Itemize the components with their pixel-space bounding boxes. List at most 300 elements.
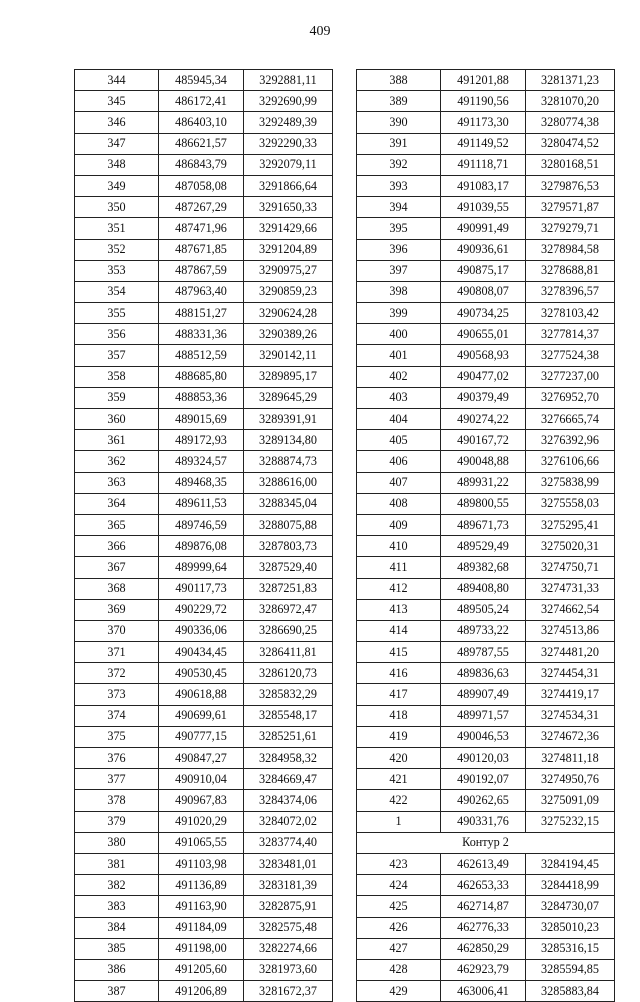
point-number-cell: 394 [357,197,441,218]
point-number-cell: 387 [75,981,159,1002]
x-coordinate-cell: 490734,25 [441,303,526,324]
table-row [75,303,333,324]
point-number-cell: 347 [75,133,159,154]
point-number-cell: 371 [75,642,159,663]
point-number-cell: 399 [357,303,441,324]
point-number-cell: 414 [357,620,441,641]
point-number-cell: 346 [75,112,159,133]
y-coordinate-cell: 3276106,66 [526,451,615,472]
x-coordinate-cell: 490274,22 [441,409,526,430]
right-coordinates-table [356,69,615,1002]
table-row [357,430,615,451]
point-number-cell: 398 [357,281,441,302]
x-coordinate-cell: 490699,61 [159,705,244,726]
y-coordinate-cell: 3275091,09 [526,790,615,811]
y-coordinate-cell: 3285316,15 [526,938,615,959]
table-row [357,557,615,578]
x-coordinate-cell: 491149,52 [441,133,526,154]
point-number-cell: 406 [357,451,441,472]
table-row [75,790,333,811]
x-coordinate-cell: 486843,79 [159,154,244,175]
table-row [357,705,615,726]
x-coordinate-cell: 487867,59 [159,260,244,281]
table-row [75,281,333,302]
x-coordinate-cell: 491118,71 [441,154,526,175]
x-coordinate-cell: 490167,72 [441,430,526,451]
y-coordinate-cell: 3288345,04 [244,493,333,514]
y-coordinate-cell: 3285883,84 [526,981,615,1002]
y-coordinate-cell: 3276952,70 [526,387,615,408]
x-coordinate-cell: 489836,63 [441,663,526,684]
table-row [75,451,333,472]
table-row [357,345,615,366]
table-row [75,472,333,493]
point-number-cell: 421 [357,769,441,790]
table-row [75,536,333,557]
x-coordinate-cell: 490331,76 [441,811,526,832]
x-coordinate-cell: 490477,02 [441,366,526,387]
table-row [357,875,615,896]
table-row [357,748,615,769]
x-coordinate-cell: 491190,56 [441,91,526,112]
table-row [75,853,333,874]
x-coordinate-cell: 462776,33 [441,917,526,938]
y-coordinate-cell: 3275295,41 [526,514,615,535]
x-coordinate-cell: 490192,07 [441,769,526,790]
table-row [75,981,333,1002]
x-coordinate-cell: 490936,61 [441,239,526,260]
table-row [357,769,615,790]
table-row [357,175,615,196]
point-number-cell: 385 [75,938,159,959]
table-row [75,239,333,260]
point-number-cell: 417 [357,684,441,705]
y-coordinate-cell: 3288075,88 [244,514,333,535]
point-number-cell: 419 [357,726,441,747]
point-number-cell: 393 [357,175,441,196]
x-coordinate-cell: 487267,29 [159,197,244,218]
y-coordinate-cell: 3287251,83 [244,578,333,599]
y-coordinate-cell: 3289391,91 [244,409,333,430]
point-number-cell: 420 [357,748,441,769]
y-coordinate-cell: 3283181,39 [244,875,333,896]
table-row [75,663,333,684]
table-row [357,938,615,959]
y-coordinate-cell: 3285594,85 [526,959,615,980]
x-coordinate-cell: 489468,35 [159,472,244,493]
x-coordinate-cell: 488853,36 [159,387,244,408]
x-coordinate-cell: 487671,85 [159,239,244,260]
point-number-cell: 423 [357,853,441,874]
point-number-cell: 413 [357,599,441,620]
table-row [75,578,333,599]
left-coordinates-table [74,69,333,1002]
y-coordinate-cell: 3282274,66 [244,938,333,959]
x-coordinate-cell: 489971,57 [441,705,526,726]
y-coordinate-cell: 3284072,02 [244,811,333,832]
x-coordinate-cell: 489746,59 [159,514,244,535]
y-coordinate-cell: 3291429,66 [244,218,333,239]
table-row [357,578,615,599]
y-coordinate-cell: 3278688,81 [526,260,615,281]
y-coordinate-cell: 3281371,23 [526,70,615,91]
x-coordinate-cell: 490568,93 [441,345,526,366]
point-number-cell: 356 [75,324,159,345]
x-coordinate-cell: 489382,68 [441,557,526,578]
y-coordinate-cell: 3284958,32 [244,748,333,769]
point-number-cell: 348 [75,154,159,175]
y-coordinate-cell: 3274950,76 [526,769,615,790]
table-row [75,959,333,980]
point-number-cell: 400 [357,324,441,345]
y-coordinate-cell: 3278103,42 [526,303,615,324]
table-row [357,218,615,239]
y-coordinate-cell: 3283481,01 [244,853,333,874]
point-number-cell: 401 [357,345,441,366]
table-row [75,938,333,959]
y-coordinate-cell: 3277237,00 [526,366,615,387]
point-number-cell: 389 [357,91,441,112]
point-number-cell: 373 [75,684,159,705]
y-coordinate-cell: 3284669,47 [244,769,333,790]
point-number-cell: 424 [357,875,441,896]
x-coordinate-cell: 489931,22 [441,472,526,493]
point-number-cell: 377 [75,769,159,790]
x-coordinate-cell: 486403,10 [159,112,244,133]
table-row [75,345,333,366]
table-row [357,620,615,641]
point-number-cell: 379 [75,811,159,832]
x-coordinate-cell: 488151,27 [159,303,244,324]
contour-header-row [357,832,615,853]
y-coordinate-cell: 3275020,31 [526,536,615,557]
table-row [357,917,615,938]
point-number-cell: 392 [357,154,441,175]
table-row [357,493,615,514]
x-coordinate-cell: 490262,65 [441,790,526,811]
x-coordinate-cell: 487963,40 [159,281,244,302]
y-coordinate-cell: 3289134,80 [244,430,333,451]
point-number-cell: 411 [357,557,441,578]
table-row [75,514,333,535]
point-number-cell: 426 [357,917,441,938]
x-coordinate-cell: 490967,83 [159,790,244,811]
table-row [357,451,615,472]
point-number-cell: 344 [75,70,159,91]
point-number-cell: 378 [75,790,159,811]
table-row [357,472,615,493]
y-coordinate-cell: 3284194,45 [526,853,615,874]
point-number-cell: 374 [75,705,159,726]
x-coordinate-cell: 491103,98 [159,853,244,874]
y-coordinate-cell: 3275838,99 [526,472,615,493]
y-coordinate-cell: 3274672,36 [526,726,615,747]
x-coordinate-cell: 489787,55 [441,642,526,663]
point-number-cell: 407 [357,472,441,493]
y-coordinate-cell: 3286972,47 [244,599,333,620]
point-number-cell: 384 [75,917,159,938]
y-coordinate-cell: 3290975,27 [244,260,333,281]
point-number-cell: 364 [75,493,159,514]
x-coordinate-cell: 491163,90 [159,896,244,917]
point-number-cell: 395 [357,218,441,239]
y-coordinate-cell: 3282875,91 [244,896,333,917]
x-coordinate-cell: 490875,17 [441,260,526,281]
point-number-cell: 365 [75,514,159,535]
table-row [357,663,615,684]
point-number-cell: 416 [357,663,441,684]
x-coordinate-cell: 490808,07 [441,281,526,302]
y-coordinate-cell: 3280168,51 [526,154,615,175]
point-number-cell: 1 [357,811,441,832]
point-number-cell: 429 [357,981,441,1002]
y-coordinate-cell: 3288874,73 [244,451,333,472]
table-row [357,811,615,832]
table-row [357,324,615,345]
y-coordinate-cell: 3285832,29 [244,684,333,705]
y-coordinate-cell: 3278396,57 [526,281,615,302]
point-number-cell: 403 [357,387,441,408]
table-row [75,260,333,281]
y-coordinate-cell: 3285010,23 [526,917,615,938]
point-number-cell: 368 [75,578,159,599]
table-row [75,112,333,133]
x-coordinate-cell: 489611,53 [159,493,244,514]
table-row [357,790,615,811]
y-coordinate-cell: 3289895,17 [244,366,333,387]
point-number-cell: 359 [75,387,159,408]
table-row [357,409,615,430]
x-coordinate-cell: 489529,49 [441,536,526,557]
x-coordinate-cell: 490379,49 [441,387,526,408]
x-coordinate-cell: 489172,93 [159,430,244,451]
table-row [357,70,615,91]
x-coordinate-cell: 489800,55 [441,493,526,514]
table-row [357,303,615,324]
point-number-cell: 388 [357,70,441,91]
y-coordinate-cell: 3290624,28 [244,303,333,324]
table-row [75,366,333,387]
point-number-cell: 422 [357,790,441,811]
point-number-cell: 370 [75,620,159,641]
contour-title: Контур 2 [357,832,615,853]
x-coordinate-cell: 488331,36 [159,324,244,345]
point-number-cell: 362 [75,451,159,472]
x-coordinate-cell: 491020,29 [159,811,244,832]
table-row [75,70,333,91]
x-coordinate-cell: 490910,04 [159,769,244,790]
y-coordinate-cell: 3277524,38 [526,345,615,366]
point-number-cell: 366 [75,536,159,557]
x-coordinate-cell: 490120,03 [441,748,526,769]
point-number-cell: 427 [357,938,441,959]
x-coordinate-cell: 490618,88 [159,684,244,705]
x-coordinate-cell: 490336,06 [159,620,244,641]
table-row [357,366,615,387]
y-coordinate-cell: 3281070,20 [526,91,615,112]
table-row [357,599,615,620]
x-coordinate-cell: 490434,45 [159,642,244,663]
table-row [75,896,333,917]
x-coordinate-cell: 490229,72 [159,599,244,620]
table-row [75,197,333,218]
point-number-cell: 409 [357,514,441,535]
table-row [357,684,615,705]
x-coordinate-cell: 490048,88 [441,451,526,472]
x-coordinate-cell: 491039,55 [441,197,526,218]
y-coordinate-cell: 3285548,17 [244,705,333,726]
x-coordinate-cell: 489408,80 [441,578,526,599]
x-coordinate-cell: 491173,30 [441,112,526,133]
x-coordinate-cell: 490991,49 [441,218,526,239]
x-coordinate-cell: 491136,89 [159,875,244,896]
point-number-cell: 357 [75,345,159,366]
x-coordinate-cell: 462653,33 [441,875,526,896]
x-coordinate-cell: 491205,60 [159,959,244,980]
y-coordinate-cell: 3292881,11 [244,70,333,91]
table-row [357,91,615,112]
y-coordinate-cell: 3290389,26 [244,324,333,345]
x-coordinate-cell: 486172,41 [159,91,244,112]
y-coordinate-cell: 3285251,61 [244,726,333,747]
point-number-cell: 383 [75,896,159,917]
x-coordinate-cell: 462850,29 [441,938,526,959]
table-row [75,218,333,239]
table-row [357,281,615,302]
table-row [357,959,615,980]
table-row [357,981,615,1002]
y-coordinate-cell: 3280774,38 [526,112,615,133]
x-coordinate-cell: 491206,89 [159,981,244,1002]
table-row [75,409,333,430]
table-row [357,896,615,917]
point-number-cell: 390 [357,112,441,133]
x-coordinate-cell: 490046,53 [441,726,526,747]
x-coordinate-cell: 462613,49 [441,853,526,874]
y-coordinate-cell: 3279279,71 [526,218,615,239]
x-coordinate-cell: 489671,73 [441,514,526,535]
point-number-cell: 397 [357,260,441,281]
x-coordinate-cell: 491065,55 [159,832,244,853]
x-coordinate-cell: 490655,01 [441,324,526,345]
point-number-cell: 355 [75,303,159,324]
x-coordinate-cell: 488512,59 [159,345,244,366]
y-coordinate-cell: 3274731,33 [526,578,615,599]
x-coordinate-cell: 490777,15 [159,726,244,747]
x-coordinate-cell: 486621,57 [159,133,244,154]
table-row [357,853,615,874]
y-coordinate-cell: 3274454,31 [526,663,615,684]
y-coordinate-cell: 3276665,74 [526,409,615,430]
y-coordinate-cell: 3274662,54 [526,599,615,620]
x-coordinate-cell: 490847,27 [159,748,244,769]
table-row [75,324,333,345]
table-row [357,239,615,260]
table-row [357,133,615,154]
y-coordinate-cell: 3274811,18 [526,748,615,769]
table-row [357,197,615,218]
point-number-cell: 360 [75,409,159,430]
table-row [75,875,333,896]
y-coordinate-cell: 3274481,20 [526,642,615,663]
y-coordinate-cell: 3290859,23 [244,281,333,302]
y-coordinate-cell: 3282575,48 [244,917,333,938]
y-coordinate-cell: 3291650,33 [244,197,333,218]
x-coordinate-cell: 491083,17 [441,175,526,196]
point-number-cell: 415 [357,642,441,663]
point-number-cell: 358 [75,366,159,387]
y-coordinate-cell: 3292690,99 [244,91,333,112]
x-coordinate-cell: 462714,87 [441,896,526,917]
y-coordinate-cell: 3274534,31 [526,705,615,726]
point-number-cell: 375 [75,726,159,747]
y-coordinate-cell: 3283774,40 [244,832,333,853]
y-coordinate-cell: 3279571,87 [526,197,615,218]
point-number-cell: 386 [75,959,159,980]
y-coordinate-cell: 3281973,60 [244,959,333,980]
table-row [75,917,333,938]
y-coordinate-cell: 3288616,00 [244,472,333,493]
table-row [75,705,333,726]
point-number-cell: 376 [75,748,159,769]
y-coordinate-cell: 3286690,25 [244,620,333,641]
y-coordinate-cell: 3274419,17 [526,684,615,705]
point-number-cell: 410 [357,536,441,557]
x-coordinate-cell: 489733,22 [441,620,526,641]
y-coordinate-cell: 3291204,89 [244,239,333,260]
y-coordinate-cell: 3287529,40 [244,557,333,578]
point-number-cell: 352 [75,239,159,260]
point-number-cell: 408 [357,493,441,514]
y-coordinate-cell: 3286411,81 [244,642,333,663]
x-coordinate-cell: 487471,96 [159,218,244,239]
x-coordinate-cell: 462923,79 [441,959,526,980]
point-number-cell: 363 [75,472,159,493]
y-coordinate-cell: 3280474,52 [526,133,615,154]
x-coordinate-cell: 491198,00 [159,938,244,959]
table-row [75,684,333,705]
point-number-cell: 425 [357,896,441,917]
y-coordinate-cell: 3284418,99 [526,875,615,896]
point-number-cell: 350 [75,197,159,218]
y-coordinate-cell: 3275232,15 [526,811,615,832]
x-coordinate-cell: 489876,08 [159,536,244,557]
y-coordinate-cell: 3289645,29 [244,387,333,408]
table-row [75,557,333,578]
table-row [75,726,333,747]
y-coordinate-cell: 3281672,37 [244,981,333,1002]
x-coordinate-cell: 491201,88 [441,70,526,91]
table-row [75,832,333,853]
point-number-cell: 412 [357,578,441,599]
table-row [75,599,333,620]
x-coordinate-cell: 489505,24 [441,599,526,620]
table-row [75,620,333,641]
point-number-cell: 349 [75,175,159,196]
point-number-cell: 369 [75,599,159,620]
x-coordinate-cell: 489324,57 [159,451,244,472]
point-number-cell: 402 [357,366,441,387]
x-coordinate-cell: 487058,08 [159,175,244,196]
y-coordinate-cell: 3292079,11 [244,154,333,175]
point-number-cell: 418 [357,705,441,726]
y-coordinate-cell: 3284730,07 [526,896,615,917]
table-row [75,748,333,769]
table-row [357,536,615,557]
y-coordinate-cell: 3274513,86 [526,620,615,641]
y-coordinate-cell: 3275558,03 [526,493,615,514]
y-coordinate-cell: 3277814,37 [526,324,615,345]
